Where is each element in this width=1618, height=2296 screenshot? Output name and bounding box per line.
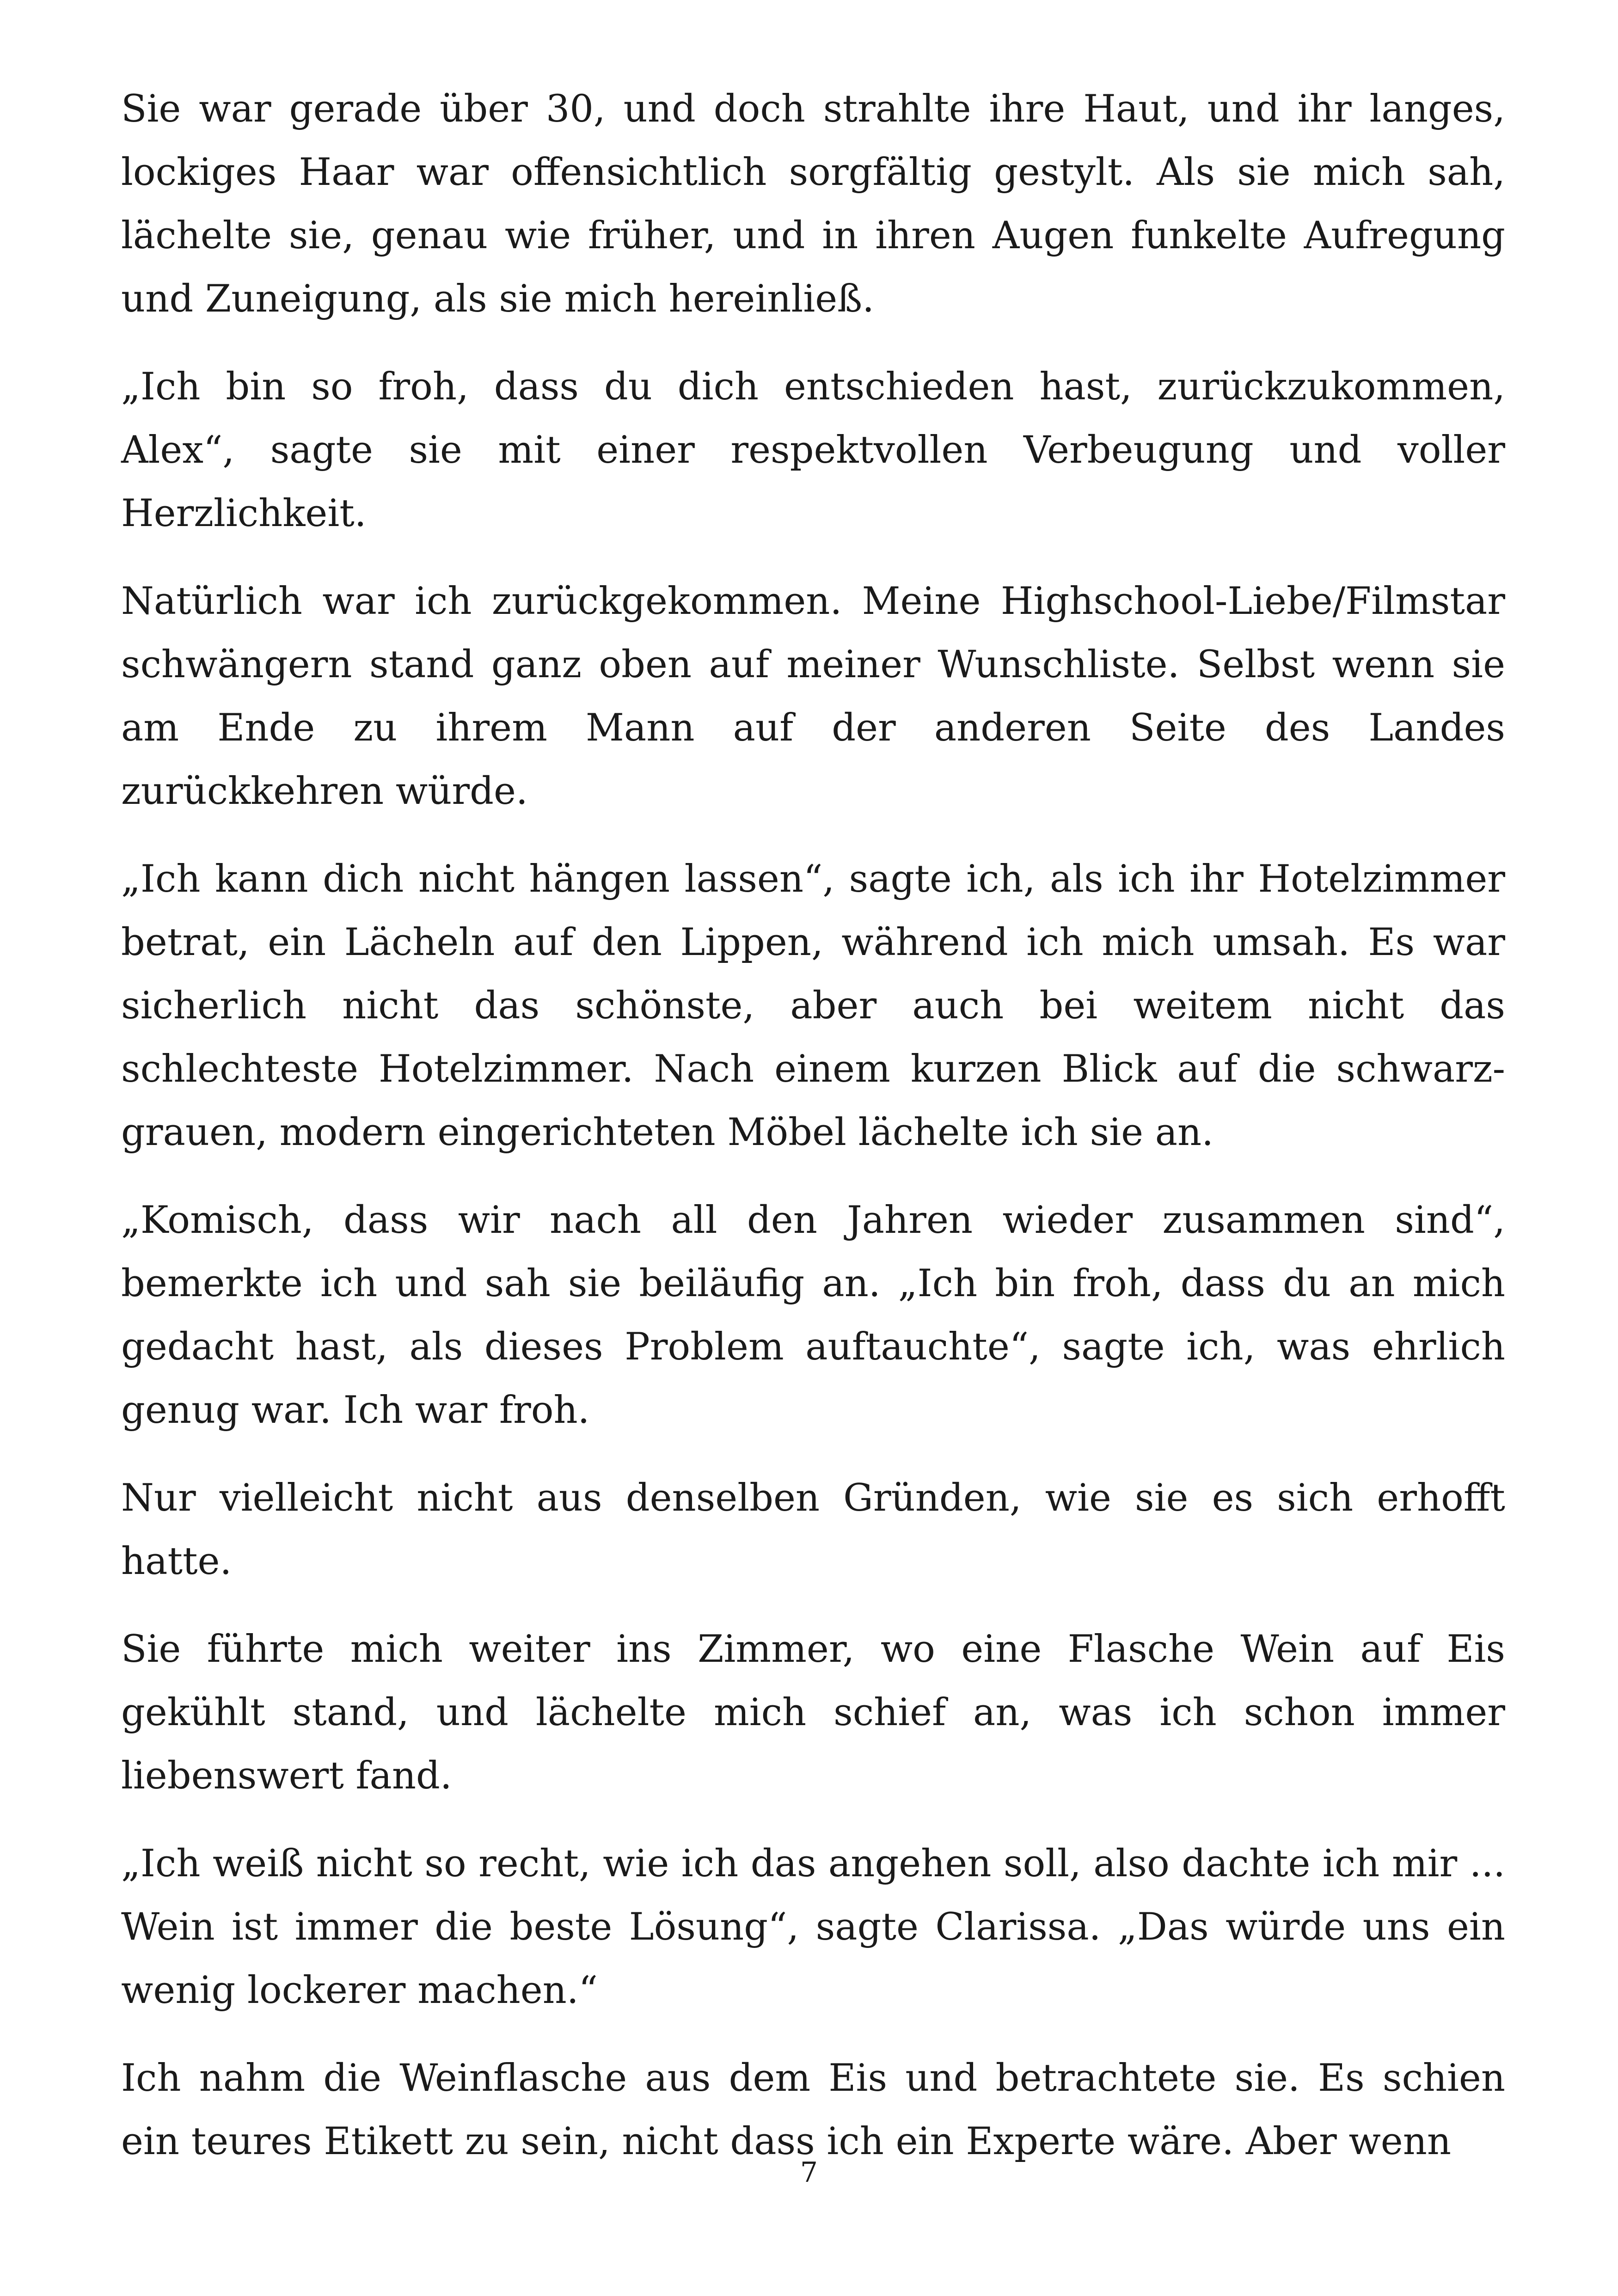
paragraph: „Ich weiß nicht so recht, wie ich das angehen soll, also dachte ich mir ... Wein ist immer die beste Lösung“, sagte Clarissa. „Das würde uns ein wenig lockerer machen.“ xyxy=(121,1842,1505,2012)
paragraph: Sie führte mich weiter ins Zimmer, wo eine Flasche Wein auf Eis gekühlt stand, und lächelte mich schief an, was ich schon immer liebenswert fand. xyxy=(121,1628,1505,1798)
paragraph: „Ich kann dich nicht hängen lassen“, sagte ich, als ich ihr Hotelzimmer betrat, ein Lächeln auf den Lippen, während ich mich umsah. Es war sicherlich nicht das schönste, aber auch bei weitem nicht das schlechteste Hotelzimmer. Nach einem kurzen Blick auf die schwarz-grauen, modern eingerichteten Möbel lächelte ich sie an. xyxy=(121,857,1505,1154)
paragraph: Ich nahm die Weinflasche aus dem Eis und betrachtete sie. Es schien ein teures Etikett zu sein, nicht dass ich ein Experte wäre. Aber wenn xyxy=(121,2057,1505,2163)
page-number: 7 xyxy=(800,2156,818,2189)
paragraph: Nur vielleicht nicht aus denselben Gründen, wie sie es sich erhofft hatte. xyxy=(121,1476,1505,1583)
paragraph: Natürlich war ich zurückgekommen. Meine Highschool-Liebe/Filmstar schwängern stand ganz oben auf meiner Wunschliste. Selbst wenn sie am Ende zu ihrem Mann auf der anderen Seite des Landes zurückkehren würde. xyxy=(121,580,1505,813)
paragraph: „Komisch, dass wir nach all den Jahren wieder zusammen sind“, bemerkte ich und sah sie beiläufig an. „Ich bin froh, dass du an mich gedacht hast, als dieses Problem auftauchte“, sagte ich, was ehrlich genug war. Ich war froh. xyxy=(121,1199,1505,1432)
paragraph: „Ich bin so froh, dass du dich entschieden hast, zurückzukommen, Alex“, sagte sie mit einer respektvollen Verbeugung und voller Herzlichkeit. xyxy=(121,365,1505,535)
paragraph: Sie war gerade über 30, und doch strahlte ihre Haut, und ihr langes, lockiges Haar war offensichtlich sorgfältig gestylt. Als sie mich sah, lächelte sie, genau wie früher, und in ihren Augen funkelte Aufregung und Zuneigung, als sie mich hereinließ. xyxy=(121,87,1505,321)
body-text xyxy=(121,78,1505,2174)
